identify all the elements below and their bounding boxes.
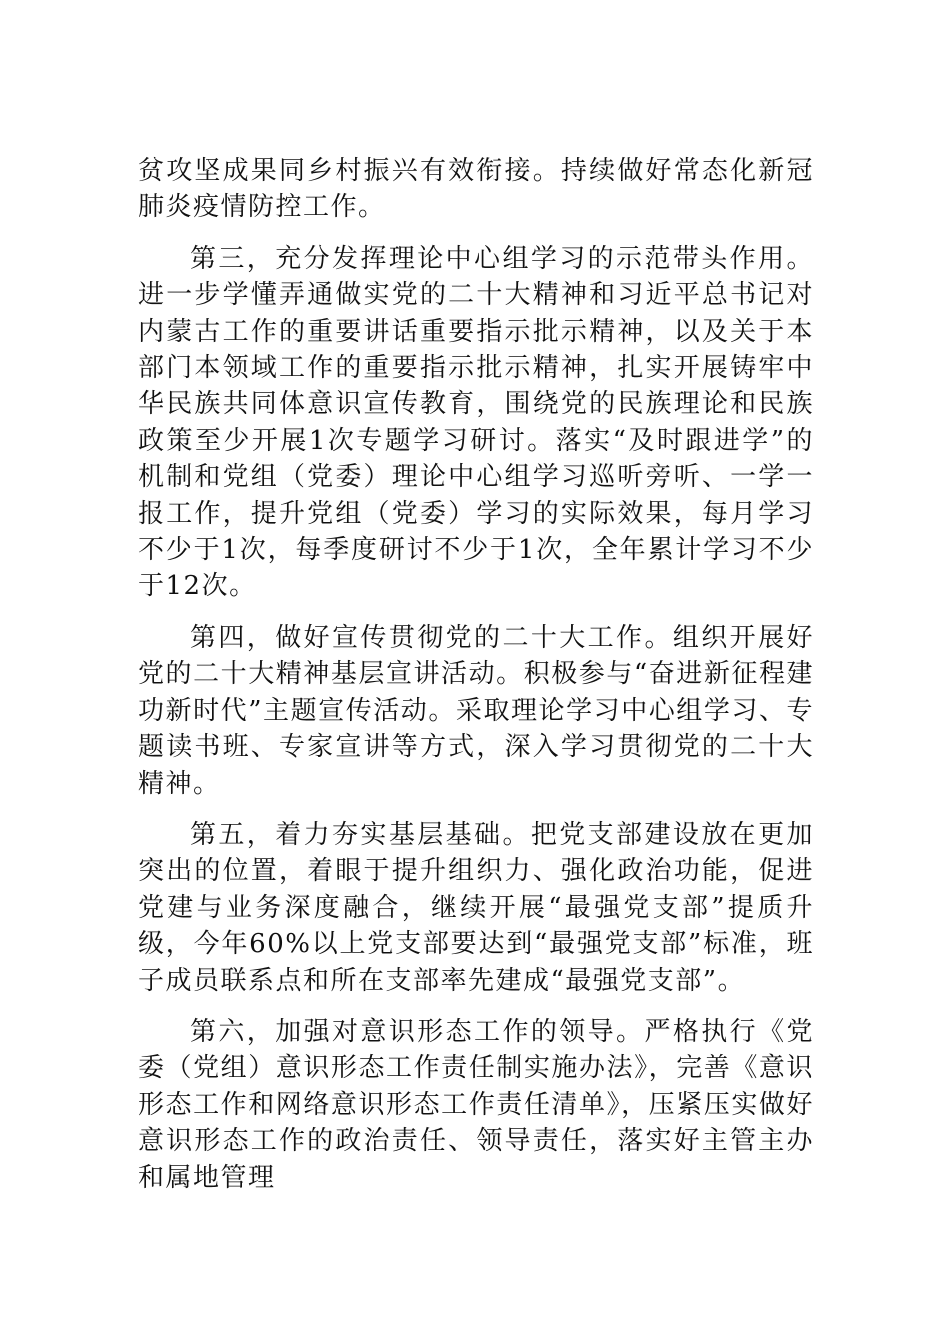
paragraph-continuation: 贫攻坚成果同乡村振兴有效衔接。持续做好常态化新冠肺炎疫情防控工作。 — [138, 156, 814, 223]
document-body — [138, 153, 814, 1211]
paragraph-fourth: 第四，做好宣传贯彻党的二十大工作。组织开展好党的二十大精神基层宣讲活动。积极参与“奋进新征程建功新时代”主题宣传活动。采取理论学习中心组学习、专题读书班、专家宣讲等方式，深入学习贯彻党的二十大精神。 — [138, 622, 814, 799]
paragraph-third: 第三，充分发挥理论中心组学习的示范带头作用。进一步学懂弄通做实党的二十大精神和习近平总书记对内蒙古工作的重要讲话重要指示批示精神，以及关于本部门本领域工作的重要指示批示精神，扎实开展铸牢中华民族共同体意识宣传教育，围绕党的民族理论和民族政策至少开展1次专题学习研讨。落实“及时跟进学”的机制和党组（党委）理论中心组学习巡听旁听、一学一报工作，提升党组（党委）学习的实际效果，每月学习不少于1次，每季度研讨不少于1次，全年累计学习不少于12次。 — [138, 243, 814, 602]
paragraph-fifth: 第五，着力夯实基层基础。把党支部建设放在更加突出的位置，着眼于提升组织力、强化政治功能，促进党建与业务深度融合，继续开展“最强党支部”提质升级，今年60%以上党支部要达到“最强党支部”标准，班子成员联系点和所在支部率先建成“最强党支部”。 — [138, 819, 814, 996]
paragraph-sixth: 第六，加强对意识形态工作的领导。严格执行《党委（党组）意识形态工作责任制实施办法》，完善《意识形态工作和网络意识形态工作责任清单》，压紧压实做好意识形态工作的政治责任、领导责任，落实好主管主办和属地管理 — [138, 1016, 814, 1193]
